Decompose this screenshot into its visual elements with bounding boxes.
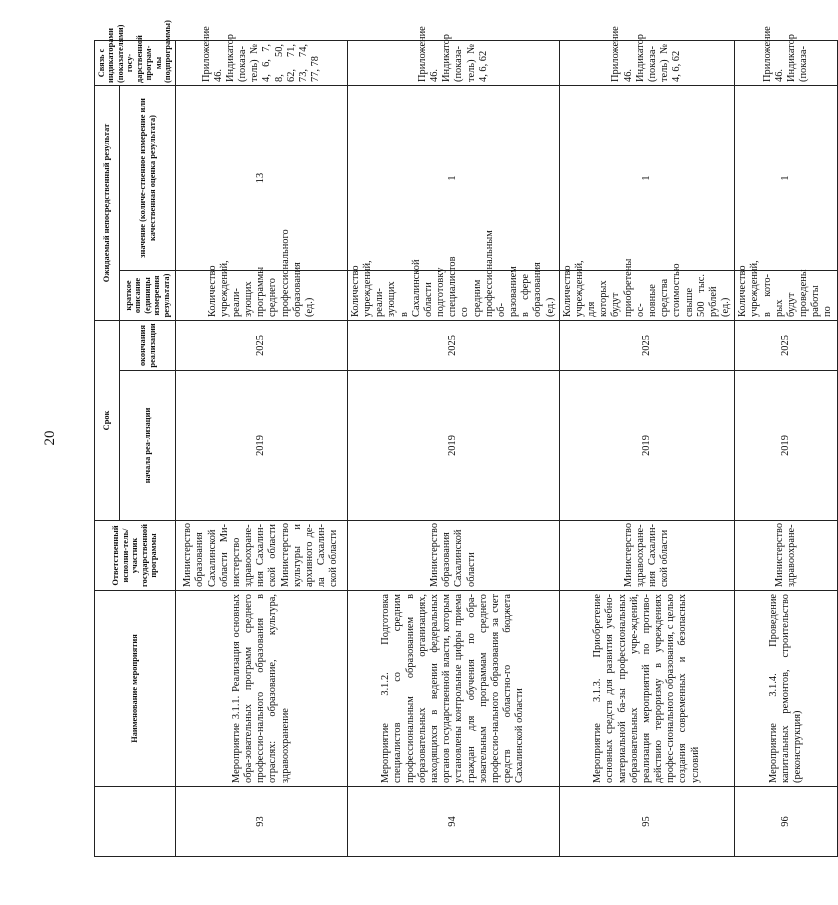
indicator-link: Приложение 46. Индикатор (показа- (735, 40, 837, 85)
row-number: 96 (735, 787, 837, 857)
header-term: Срок (95, 320, 120, 520)
responsible: Министерство здравоохране-ния Сахалин-ской области (559, 521, 734, 591)
header-description: краткое описание (единицы измерения результата) (120, 270, 175, 320)
responsible: Министерство здравоохране- (735, 521, 837, 591)
rotated-sheet (94, 20, 834, 857)
row-number: 93 (175, 787, 347, 857)
result-value: 13 (175, 85, 347, 270)
table-row (735, 40, 837, 856)
indicator-link: Приложение 46. Индикатор (показа-тель) № 4, 6, 62 (559, 40, 734, 85)
activity-name: Мероприятие 3.1.1. Реализация основных обра-зовательных программ среднего профессио-нального образования в отраслях: образование, культура, здравоохранение (175, 591, 347, 787)
responsible: Министерство образования Сахалинской области Ми-нистерство здравоохране-ния Сахалин-ской области Министерство культуры и архивного де-ла Сахалин-ской области (175, 521, 347, 591)
indicator-link: Приложение 46. Индикатор (показа-тель) № 4, 6, 7, 8, 50, 62, 71, 73, 74, 77, 78 (175, 40, 347, 85)
header-expected-result: Ожидаемый непосредственный результат (95, 85, 120, 320)
row-number: 94 (347, 787, 559, 857)
header-end: окончания реализации (120, 320, 175, 370)
start-year: 2019 (347, 371, 559, 521)
row-number: 95 (559, 787, 734, 857)
header-number (95, 787, 176, 857)
start-year: 2019 (175, 371, 347, 521)
table-row (175, 40, 347, 856)
responsible: Министерство образования Сахалинской области (347, 521, 559, 591)
header-link: Связь с индикаторами (показателями) госу-дарственной програм-мы (подпрограммы) (95, 40, 176, 85)
page-number: 20 (41, 430, 58, 446)
activity-name: Мероприятие 3.1.4. Проведение капитальных ремонтов, строительство (реконструкция) (735, 591, 837, 787)
start-year: 2019 (559, 371, 734, 521)
indicator-link: Приложение 46. Индикатор (показа-тель) № 4, 6, 62 (347, 40, 559, 85)
result-value: 1 (347, 85, 559, 270)
header-activity-name: Наименование мероприятия (95, 591, 176, 787)
end-year: 2025 (559, 320, 734, 370)
result-description: Количество учреждений, реали-зующих программы среднего профессионального образования (ед.) (175, 270, 347, 320)
activity-name: Мероприятие 3.1.3. Приобретение основных средств для развития учебно-материальной ба-зы профессиональных образовательных учре-ждений, реализация мероприятий по противо-действию терроризму в учреждениях профес-сионального образования, с целью создания современных и безопасных условий (559, 591, 734, 787)
result-value: 1 (559, 85, 734, 270)
table-row (559, 40, 734, 856)
header-start: начала реа-лизации (120, 371, 175, 521)
program-activities-table (94, 20, 838, 857)
result-value: 1 (735, 85, 837, 270)
table-row (347, 40, 559, 856)
header-responsible: Ответственный исполни-тель/участник государственной программы (95, 521, 176, 591)
result-description: Количество учреждений, в кото-рых будут проведены работы по (735, 270, 837, 320)
result-description: Количество учреждений, для которых будут приобретены ос-новные средства стоимостью свыше 500 тыс. рублей (ед.) (559, 270, 734, 320)
end-year: 2025 (347, 320, 559, 370)
result-description: Количество учреждений, реали-зующих в Сахалинской области подготовку специалистов со средним профессиональным об-разованием в сфере образования (ед.) (347, 270, 559, 320)
activity-name: Мероприятие 3.1.2. Подготовка специалистов со средним профессиональным образованием в образовательных организациях, находящихся в ведении федеральных органов государственной власти, которым установлены контрольные цифры приема граждан для обучения по обра-зовательным программам среднего профессио-нального образования за счет средств областно-го бюджета Сахалинской области (347, 591, 559, 787)
start-year: 2019 (735, 371, 837, 521)
end-year: 2025 (175, 320, 347, 370)
header-value: значение (количе-ственное измерение или качественная оценка результата) (120, 85, 175, 270)
end-year: 2025 (735, 320, 837, 370)
